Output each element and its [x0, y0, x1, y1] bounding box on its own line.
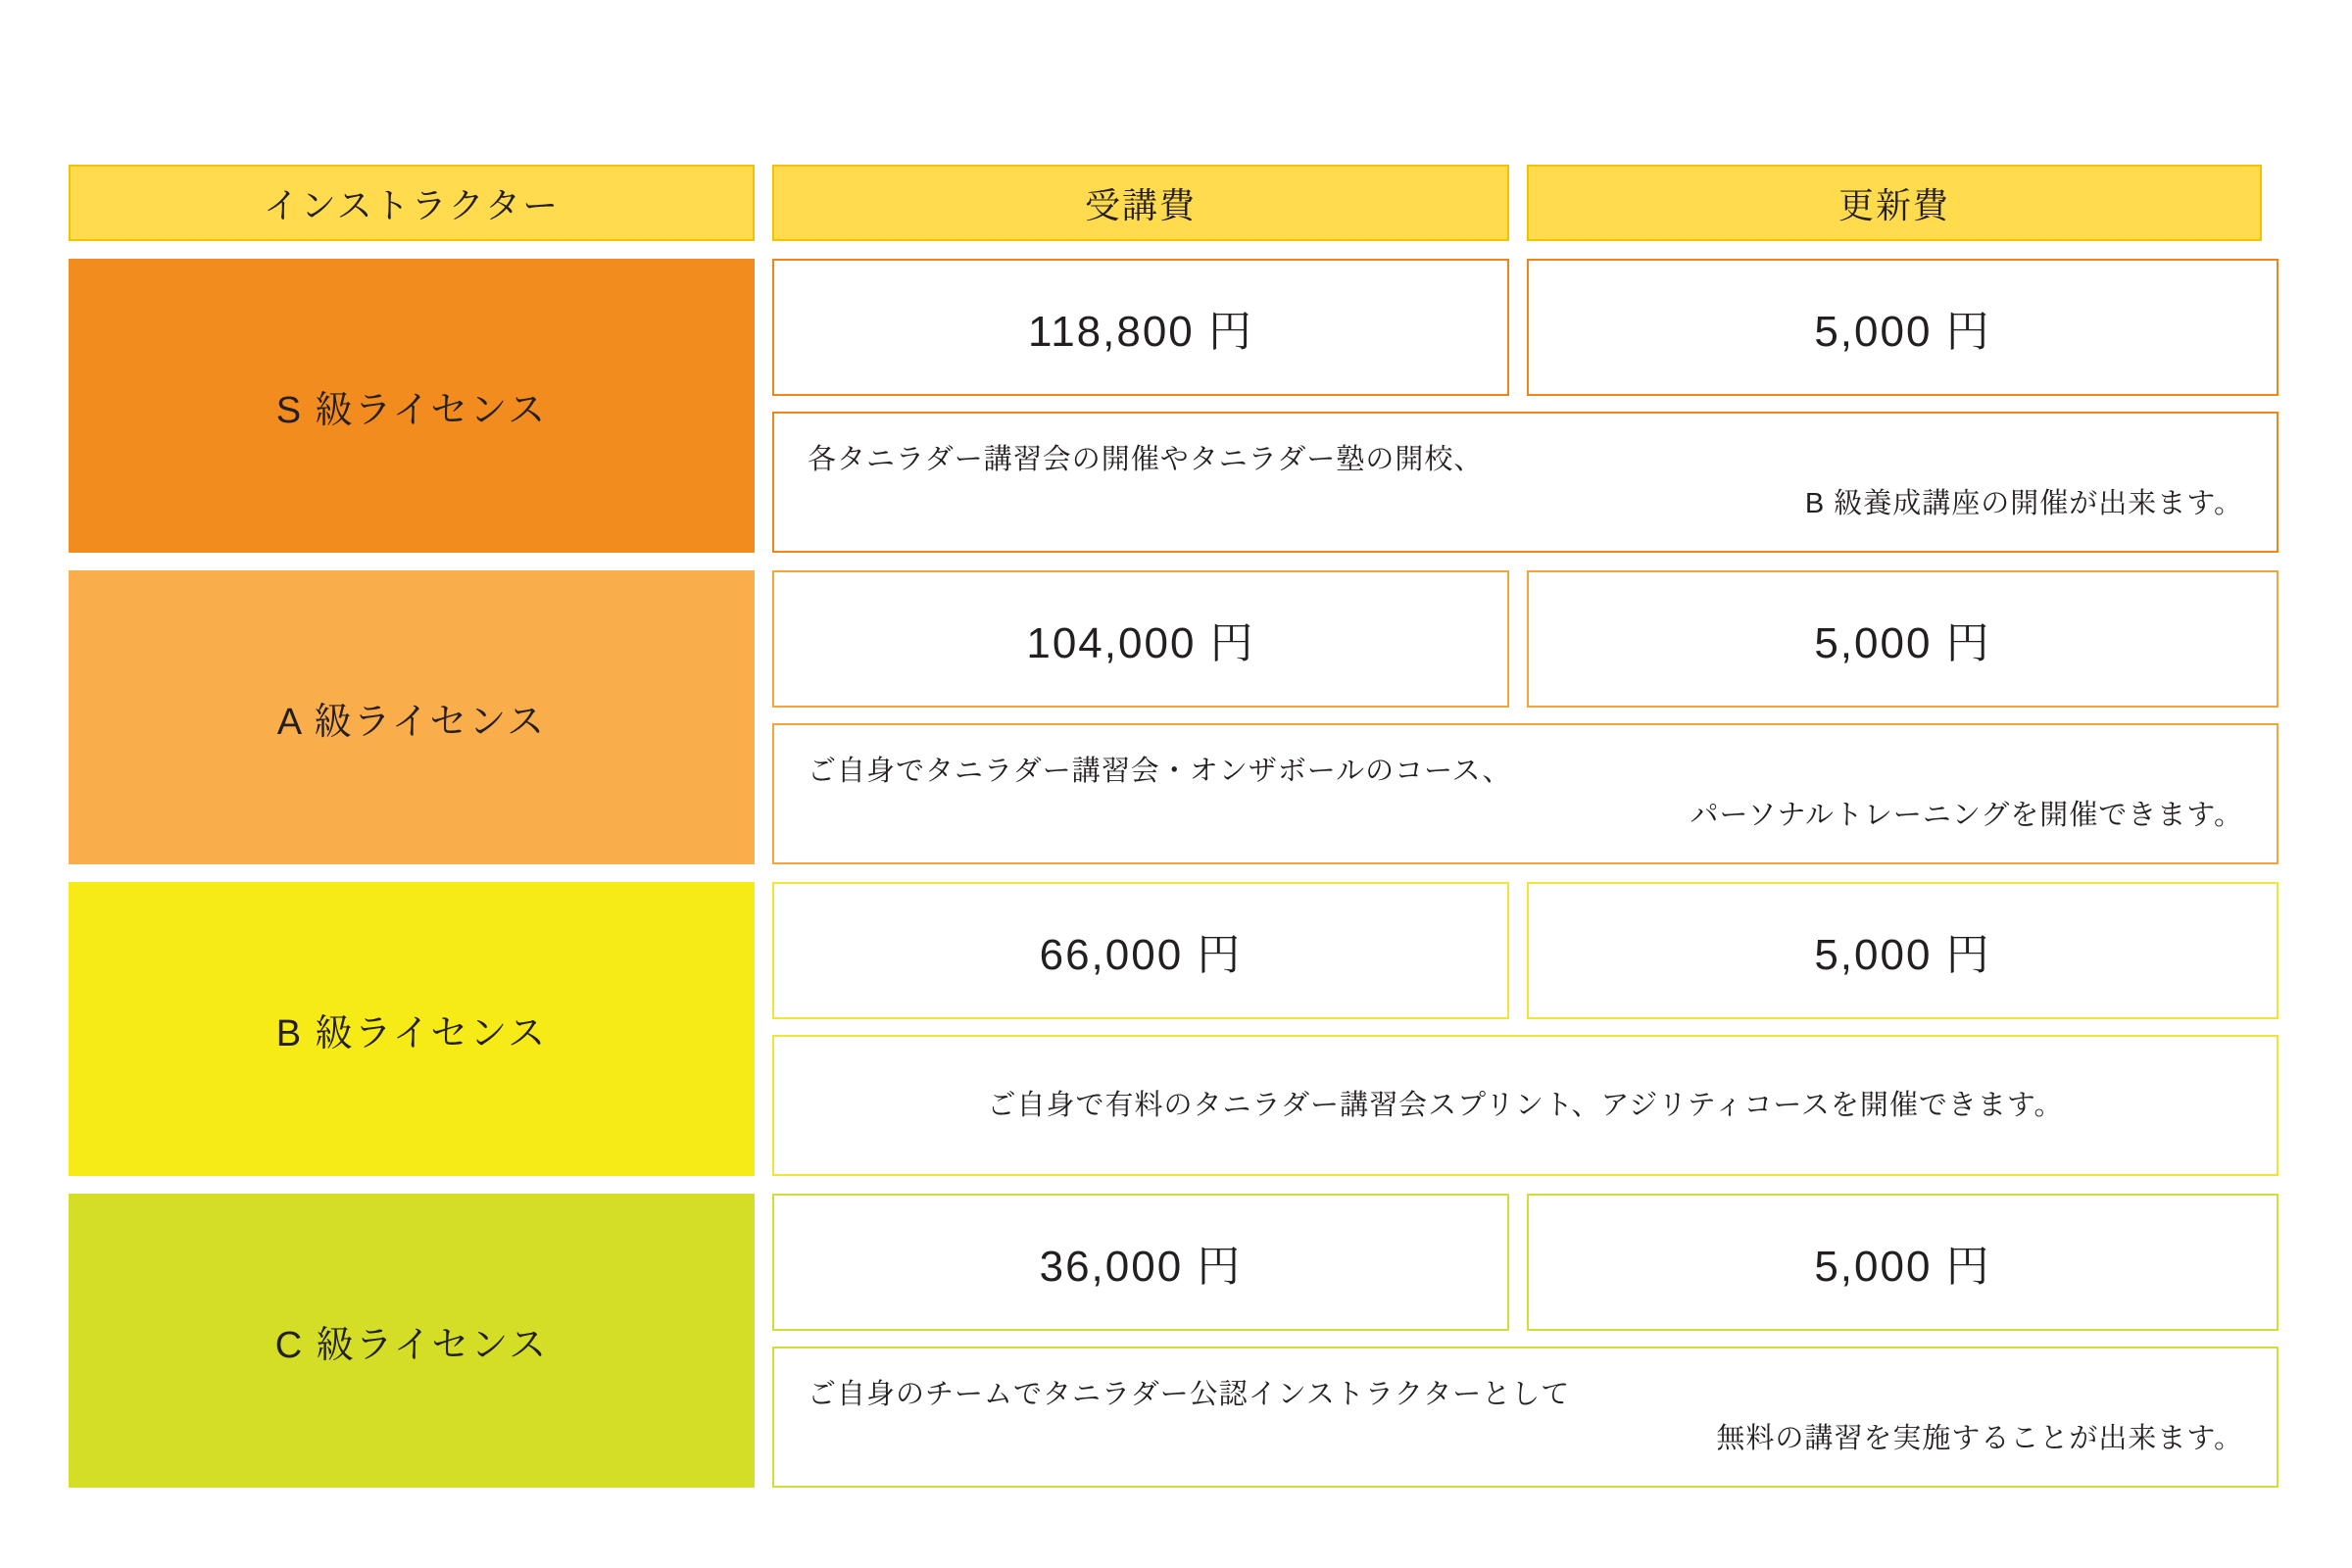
renewal-value: 5,000 円 — [1814, 308, 1991, 356]
description-line-1: ご自身で有料のタニラダー講習会スプリント、アジリティコースを開催できます。 — [987, 1089, 2064, 1121]
fee-cell — [772, 882, 1509, 1019]
table-header-row — [69, 165, 2278, 241]
description-line-1: 各タニラダー講習会の開催やタニラダー塾の開校、 — [808, 444, 1484, 476]
header-instructor — [69, 165, 755, 241]
row-details-b — [772, 882, 2278, 1176]
description-line-2: B 級養成講座の開催が出来ます。 — [1804, 488, 2243, 519]
renewal-value: 5,000 円 — [1814, 931, 1991, 979]
fee-value: 118,800 円 — [1027, 308, 1253, 356]
description-cell — [772, 723, 2278, 864]
description-line-1: ご自身でタニラダー講習会・オンザボールのコース、 — [808, 756, 1512, 788]
fee-value: 66,000 円 — [1039, 931, 1243, 979]
license-name: C 級ライセンス — [274, 1324, 549, 1366]
header-fee-label: 受講費 — [1084, 184, 1197, 225]
license-name: A 級ライセンス — [276, 701, 547, 743]
renewal-cell — [1527, 882, 2278, 1019]
fee-value: 36,000 円 — [1039, 1243, 1243, 1291]
renewal-value: 5,000 円 — [1814, 1243, 1991, 1291]
description-cell — [772, 1035, 2278, 1176]
renewal-cell — [1527, 1194, 2278, 1331]
renewal-cell — [1527, 259, 2278, 396]
row-details-c — [772, 1194, 2278, 1488]
price-line — [772, 1194, 2278, 1331]
license-name: B 級ライセンス — [275, 1012, 548, 1054]
fee-cell — [772, 259, 1509, 396]
fee-cell — [772, 570, 1509, 708]
license-label-s — [69, 259, 755, 553]
price-line — [772, 570, 2278, 708]
license-label-b — [69, 882, 755, 1176]
table-row — [69, 882, 2278, 1176]
table-row — [69, 570, 2278, 864]
table-row — [69, 259, 2278, 553]
renewal-cell — [1527, 570, 2278, 708]
row-details-s — [772, 259, 2278, 553]
description-cell — [772, 412, 2278, 553]
license-label-a — [69, 570, 755, 864]
header-renewal — [1527, 165, 2262, 241]
license-pricing-table — [69, 165, 2278, 1505]
renewal-value: 5,000 円 — [1814, 619, 1991, 667]
row-details-a — [772, 570, 2278, 864]
license-label-c — [69, 1194, 755, 1488]
license-name: S 級ライセンス — [275, 389, 548, 431]
description-line-1: ご自身のチームでタニラダー公認インストラクターとして — [808, 1379, 1571, 1411]
table-row — [69, 1194, 2278, 1488]
header-instructor-label: インストラクター — [263, 184, 561, 225]
price-line — [772, 259, 2278, 396]
fee-value: 104,000 円 — [1026, 619, 1255, 667]
description-line-2: 無料の講習を実施することが出来ます。 — [1716, 1423, 2243, 1454]
fee-cell — [772, 1194, 1509, 1331]
price-line — [772, 882, 2278, 1019]
description-line-2: パーソナルトレーニングを開催できます。 — [1690, 800, 2243, 831]
description-cell — [772, 1347, 2278, 1488]
header-renewal-label: 更新費 — [1838, 184, 1950, 225]
header-fee — [772, 165, 1509, 241]
